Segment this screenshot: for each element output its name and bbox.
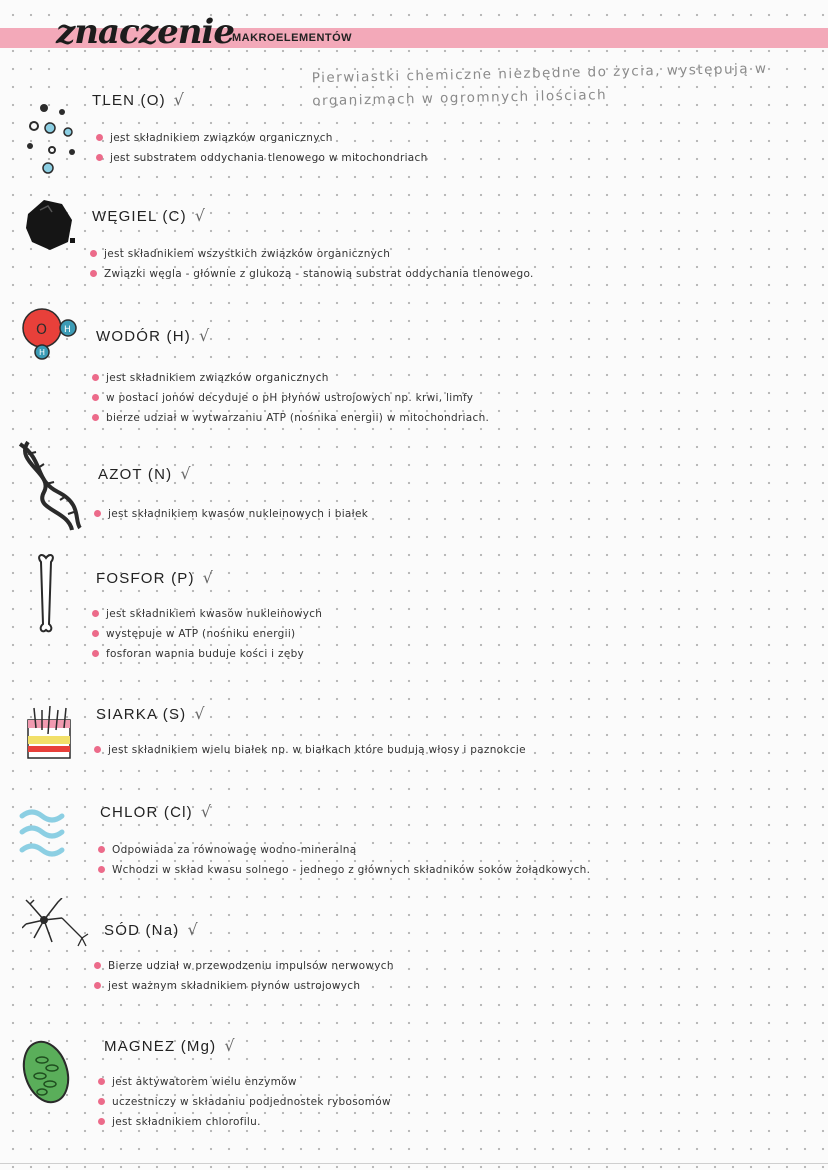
list-item: jest składnikiem wielu białek np. w białkach które budują włosy i paznokcie (94, 740, 526, 760)
list-item: jest substratem oddychania tlenowego w mitochondriach (96, 148, 428, 168)
check-mark-icon: √ (198, 326, 211, 345)
oxygen-bubbles-icon (22, 100, 80, 176)
water-waves-icon (18, 806, 68, 866)
section-heading: AZOT (N) √ (98, 464, 192, 483)
skin-hair-icon (26, 706, 72, 760)
bullet-list (90, 244, 534, 284)
check-mark-icon: √ (173, 90, 186, 109)
bullet-list (92, 604, 322, 664)
bullet-list (94, 504, 368, 524)
list-item: Bierze udział w przewodzeniu impulsów nerwowych (94, 956, 394, 976)
water-molecule-icon (16, 306, 82, 360)
bullet-list (94, 956, 394, 996)
check-mark-icon: √ (194, 206, 207, 225)
list-item: uczestniczy w składaniu podjednostek rybosomów (98, 1092, 391, 1112)
check-mark-icon: √ (200, 802, 213, 821)
list-item: Związki węgla - głównie z glukozą - stanowią substrat oddychania tlenowego. (90, 264, 534, 284)
check-mark-icon: √ (202, 568, 215, 587)
bone-icon (32, 554, 60, 634)
page-edge (0, 1163, 828, 1164)
svg-text:H: H (64, 325, 71, 335)
bullet-list (96, 128, 428, 168)
section-heading: SÓD (Na) √ (104, 920, 199, 939)
list-item: fosforan wapnia buduje kości i zęby (92, 644, 322, 664)
list-item: jest składnikiem wszystkich związków organicznych (90, 244, 534, 264)
intro-text: Pierwiastki chemiczne niezbędne do życia, występują w organizmach w ogromnych ilościach (311, 60, 768, 110)
list-item: jest składnikiem kwasów nukleinowych (92, 604, 322, 624)
svg-text:H: H (39, 348, 46, 357)
list-item: w postaci jonów decyduje o pH płynów ustrojowych np. krwi, limfy (92, 388, 489, 408)
section-heading: WODÓR (H) √ (96, 326, 211, 345)
section-heading: CHLOR (Cl) √ (100, 802, 213, 821)
chloroplast-icon (20, 1036, 76, 1110)
page-title: znaczenie (56, 12, 234, 52)
check-mark-icon: √ (224, 1036, 236, 1055)
section-heading: MAGNEZ (Mg) √ (104, 1036, 236, 1055)
coal-lump-icon (22, 198, 78, 254)
list-item: jest składnikiem kwasów nukleinowych i białek (94, 504, 368, 524)
svg-text:O: O (36, 322, 48, 338)
check-mark-icon: √ (187, 920, 199, 939)
page-subtitle: MAKROELEMENTÓW (232, 32, 353, 44)
list-item: jest aktywatorem wielu enzymów (98, 1072, 391, 1092)
list-item: jest składnikiem chlorofilu. (98, 1112, 391, 1132)
check-mark-icon: √ (180, 464, 192, 483)
section-heading: TLEN (O) √ (92, 90, 186, 109)
bullet-list (92, 368, 489, 428)
section-heading: SIARKA (S) √ (96, 704, 206, 723)
neuron-icon (22, 898, 92, 954)
section-heading: WĘGIEL (C) √ (92, 206, 207, 225)
bullet-list (98, 840, 590, 880)
list-item: jest składnikiem związków organicznych (92, 368, 489, 388)
list-item: Odpowiada za równowagę wodno-mineralną (98, 840, 590, 860)
section-heading: FOSFOR (P) √ (96, 568, 215, 587)
bullet-list (98, 1072, 391, 1132)
bullet-list (94, 740, 526, 760)
list-item: występuje w ATP (nośniku energii) (92, 624, 322, 644)
list-item: bierze udział w wytwarzaniu ATP (nośnika energii) w mitochondriach. (92, 408, 489, 428)
list-item: jest ważnym składnikiem płynów ustrojowych (94, 976, 394, 996)
check-mark-icon: √ (194, 704, 206, 723)
list-item: jest składnikiem związków organicznych (96, 128, 428, 148)
dna-helix-icon (14, 440, 86, 532)
list-item: Wchodzi w skład kwasu solnego - jednego z głównych składników soków żołądkowych. (98, 860, 590, 880)
